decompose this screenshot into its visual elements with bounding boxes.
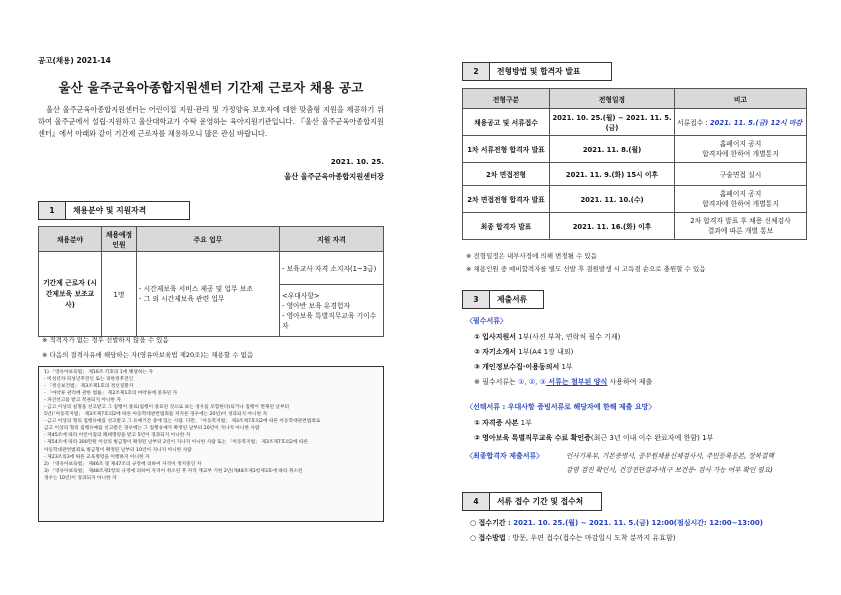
list-item: ② 영아보육 특별직무교육 수료 확인증(최근 3년 이내 이수 완료자에 한함) 1부 — [474, 434, 714, 442]
section-1-heading — [38, 201, 190, 220]
disqualification-line: - 「마약류 관리에 관한 법률」 제2조제1호의 마약류에 중독된 자 — [44, 391, 178, 397]
table-row: 2차 면접전형 2021. 11. 9.(화) 15시 이후 구술면접 실시 — [463, 163, 807, 186]
qual-required-cell: - 보육교사 자격 소지자(1~3급) — [280, 252, 384, 285]
final-docs-line-2: 감염 검진 확인서, 건강진단결과서(구 보건증- 검사 가능 여부 확인 필요) — [566, 466, 773, 474]
receipt-method: ○ 접수방법 : 방문, 우편 접수(접수는 마감일시 도착 분까지 유효함) — [470, 534, 676, 542]
col-qualification: 지원 자격 — [280, 227, 384, 252]
issuing-org: 울산 울주군육아종합지원센터장 — [284, 172, 384, 181]
disqualification-line: 1) 「영유아보육법」 제16조 각호의 1에 해당하는 자 — [44, 370, 154, 375]
list-item: ② 자기소개서 1부(A4 1장 내외) — [474, 348, 574, 356]
list-item: ③ 개인정보수집·이용동의서 1부 — [474, 363, 573, 371]
section-title: 전형방법 및 합격자 발표 — [497, 67, 581, 76]
page-title: 울산 울주군육아종합지원센터 기간제 근로자 채용 공고 — [58, 80, 364, 95]
table-row: 채용공고 및 서류접수 2021. 10. 25.(월) ~ 2021. 11. 5.(금) 서류접수 : 2021. 11. 5.(금) 12시 마감 — [463, 109, 807, 136]
table-row: 1차 서류전형 합격자 발표 2021. 11. 8.(월) 홈페이지 공지 합격자에 한하여 개별통지 — [463, 136, 807, 163]
list-item: ① 입사지원서 1부(사진 부착, 연락처 필수 기재) — [474, 333, 621, 341]
required-docs-note: ※ 필수서류는 ①, ②, ③ 서류는 첨부된 양식 사용하여 제출 — [474, 378, 653, 386]
notice-code: 공고(채용) 2021-14 — [38, 56, 111, 65]
duty-cell: - 시간제보육 서비스 제공 및 업무 보조 - 그 외 시간제보육 관련 업무 — [137, 252, 280, 337]
section-number: 3 — [463, 291, 490, 308]
table-row: 2차 면접전형 합격자 발표 2021. 11. 10.(수) 홈페이지 공지 합격자에 한하여 개별통지 — [463, 186, 807, 213]
intro-paragraph: 울산 울주군육아종합지원센터는 어린이집 지원·관리 및 가정양육 보호자에 대한 맞춤형 지원을 제공하기 위하여 울주군에서 설립·지원하고 울산대학교가 수탁 운영하는 육아지원기관입니다. 『울산 울주군육아종합지원센터』에서 아래와 같이 기간제 근로자를 채용하오니 많은 관심 바랍니다. — [38, 105, 384, 138]
disqualification-line: 5년(「아동복지법」 제3조제7호의2에 따른 아동학대관련범죄를 저지른 경우에는 20년)이 경과되지 아니한 자 — [44, 412, 268, 418]
disqualification-box — [38, 366, 384, 522]
section-number: 2 — [463, 63, 490, 80]
field-cell: 기간제 근로자 (시간제보육 보조교사) — [39, 252, 102, 337]
section-title: 채용분야 및 지원자격 — [73, 206, 147, 215]
disqualification-line: - 금고 이상의 형의 집행유예를 선고받고 그 유예기간 중에 있는 사람. 다만, 「아동복지법」 제3조제7호의2에 따른 아동학대관련범죄로 — [44, 419, 321, 425]
headcount-cell: 1명 — [102, 252, 137, 337]
section-number: 1 — [39, 202, 66, 219]
col-remark: 비고 — [675, 89, 807, 109]
disqualification-line: 경우는 10년)이 경과되지 아니한 자 — [44, 475, 117, 481]
col-stage: 전형구분 — [463, 89, 550, 109]
section-4-heading — [462, 492, 602, 511]
disqualification-line: 2) 「영유아보육법」 제46조 및 제47조의 규정에 의하여 자격이 정지중인 자 — [44, 461, 202, 467]
disqualification-line: 아동학대관련범죄로 벌금형이 확정된 날부터 10년이 지나지 아니한 사람 — [44, 447, 192, 453]
final-docs-title: 〈최종합격자 제출서류〉 — [466, 452, 544, 460]
optional-docs-title: 〈선택서류 : 우대사항 증빙서류로 해당자에 한해 제출 요망〉 — [466, 403, 656, 411]
disqualification-line: 금고 이상의 형의 집행유예를 선고받은 경우에는 그 집행유예가 확정된 날부터 20년이 지나지 아니한 사람 — [44, 426, 260, 432]
list-item: ① 자격증 사본 1부 — [474, 419, 532, 427]
section-2-note-1: ※ 전형일정은 내부사정에 의해 변경될 수 있음 — [466, 252, 597, 260]
disqualification-line: - 「정신보건법」 제3조제1호의 정신질환자 — [44, 384, 134, 390]
col-schedule: 전형일정 — [550, 89, 675, 109]
col-duty: 주요 업무 — [137, 227, 280, 252]
section-2-note-2: ※ 채용인원 중 예비합격자를 별도 선발 후 결원발생 시 고득점 순으로 충원할 수 있음 — [466, 265, 706, 273]
col-field: 채용분야 — [39, 227, 102, 252]
disqualification-line: - 제45조에 따라 어린이집의 폐쇄명령을 받고 5년이 경과되지 아니한 자 — [44, 433, 191, 439]
section-3-heading — [462, 290, 544, 309]
schedule-table — [462, 88, 807, 240]
section-1-note-1: ※ 적격자가 없는 경우 선발하지 않을 수 있음 — [42, 336, 169, 344]
disqualification-line: 3) 「영유아보육법」 제48조제1항의 규정에 의하여 자격이 취소된 후 자격 재교부 기한 2년(제48조제1항제3호에 따라 취소된 — [44, 468, 303, 474]
receipt-period: ○ 접수기간 : 2021. 10. 25.(월) ~ 2021. 11. 5.(금) 12:00(점심시간: 12:00~13:00) — [470, 519, 763, 527]
recruitment-table — [38, 226, 384, 337]
final-docs-line-1: 인사기록부, 기본증명서, 공무원채용신체검사서, 주민등록등본, 장복결핵 — [566, 452, 774, 460]
col-headcount: 채용예정 인원 — [102, 227, 137, 252]
notice-date: 2021. 10. 25. — [330, 157, 384, 166]
disqualification-line: - 제23조의3에 따른 교육명령을 이행하지 아니한 자 — [44, 454, 150, 460]
section-2-heading — [462, 62, 612, 81]
section-title: 서류 접수 기간 및 접수처 — [497, 497, 584, 506]
section-1-note-2: ※ 다음의 결격사유에 해당하는 자(영유아보육법 제20조)는 채용할 수 없음 — [42, 351, 254, 359]
section-number: 4 — [463, 493, 490, 510]
section-title: 제출서류 — [497, 295, 528, 304]
disqualification-line: - 파산선고를 받고 복권되지 아니한 자 — [44, 398, 122, 404]
qual-preferred-cell: <우대사항> - 영아반 보육 유경험자 - 영아보육 특별직무교육 기이수자 — [280, 285, 384, 337]
disqualification-line: - 금고 이상의 실형을 선고받고 그 집행이 종료(집행이 종료된 것으로 보는 경우를 포함한다)되거나 집행이 면제된 날부터 — [44, 405, 290, 411]
required-docs-title: 〈필수서류〉 — [466, 317, 508, 325]
disqualification-line: - 미성년자·피성년후견인 또는 피한정후견인 — [44, 377, 134, 383]
table-row: 최종 합격자 발표 2021. 11. 16.(화) 이후 2차 합격자 발표 후 채용 신체검사 결과에 따른 개별 통보 — [463, 213, 807, 240]
disqualification-line: - 제54조에 따라 300만원 이상의 벌금형이 확정된 날부터 2년이 지나지 아니한 사람 또는 「아동복지법」 제3조제7호의2에 따른 — [44, 440, 309, 446]
